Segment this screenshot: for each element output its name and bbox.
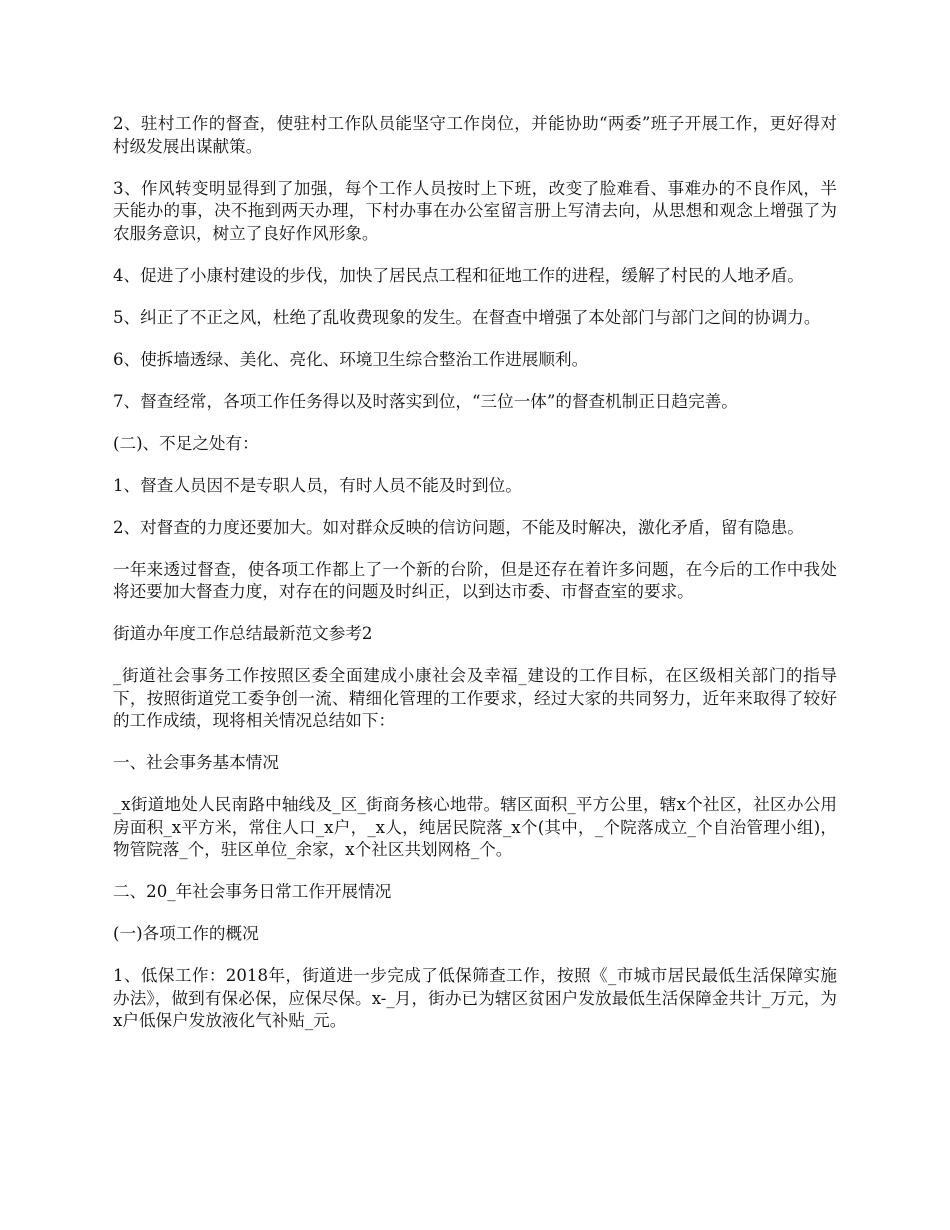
paragraph-2: 3、作风转变明显得到了加强，每个工作人员按时上下班，改变了脸难看、事难办的不良作风，半天能办的事，决不拖到两天办理，下村办事在办公室留言册上写清去向，从思想和观念上增强了为农服务意识，树立了良好作风形象。 [113, 178, 837, 243]
paragraph-10: _街道社会事务工作按照区委全面建成小康社会及幸福_建设的工作目标，在区级相关部门的指导下，按照街道党工委争创一流、精细化管理的工作要求，经过大家的共同努力，近年来取得了较好的工作成绩，现将相关情况总结如下： [113, 666, 837, 730]
subsection-heading-overview: (一)各项工作的概况 [113, 924, 259, 943]
paragraph-12: 1、低保工作：2018年，街道进一步完成了低保筛查工作，按照《_市城市居民最低生活保障实施办法》，做到有保必保，应保尽保。x-_月，街办已为辖区贫困户发放最低生活保障金共计_万元，为x户低保户发放液化气补贴_元。 [113, 966, 837, 1030]
document-page [113, 113, 837, 1052]
paragraph-3: 4、促进了小康村建设的步伐，加快了居民点工程和征地工作的进程，缓解了村民的人地矛盾。 [113, 265, 804, 285]
section-heading-daily-work: 二、20_年社会事务日常工作开展情况 [113, 882, 392, 901]
paragraph-9: 一年来透过督查，使各项工作都上了一个新的台阶，但是还存在着许多问题，在今后的工作中我处将还要加大督查力度，对存在的问题及时纠正，以到达市委、市督查室的要求。 [113, 559, 837, 601]
paragraph-1: 2、驻村工作的督查，使驻村工作队员能坚守工作岗位，并能协助“两委”班子开展工作，更好得对村级发展出谋献策。 [113, 114, 837, 156]
paragraph-8: 2、对督查的力度还要加大。如对群众反映的信访问题，不能及时解决，激化矛盾，留有隐患。 [113, 517, 804, 537]
section-heading-shortcomings: (二)、不足之处有： [113, 433, 259, 453]
paragraph-7: 1、督查人员因不是专职人员，有时人员不能及时到位。 [113, 475, 522, 495]
paragraph-6: 7、督查经常，各项工作任务得以及时落实到位，“三位一体”的督查机制正日趋完善。 [113, 391, 738, 411]
article-title: 街道办年度工作总结最新范文参考2 [113, 624, 373, 643]
paragraph-4: 5、纠正了不正之风，杜绝了乱收费现象的发生。在督查中增强了本处部门与部门之间的协调力。 [113, 307, 821, 327]
paragraph-11: _x街道地处人民南路中轴线及_区_街商务核心地带。辖区面积_平方公里，辖x个社区，社区办公用房面积_x平方米，常住人口_x户，_x人，纯居民院落_x个(其中，_个院落成立_个自治管理小组)，物管院落_个，驻区单位_余家，x个社区共划网格_个。 [113, 795, 837, 859]
paragraph-5: 6、使拆墙透绿、美化、亮化、环境卫生综合整治工作进展顺利。 [113, 349, 589, 369]
section-heading-basic-situation: 一、社会事务基本情况 [113, 753, 279, 772]
